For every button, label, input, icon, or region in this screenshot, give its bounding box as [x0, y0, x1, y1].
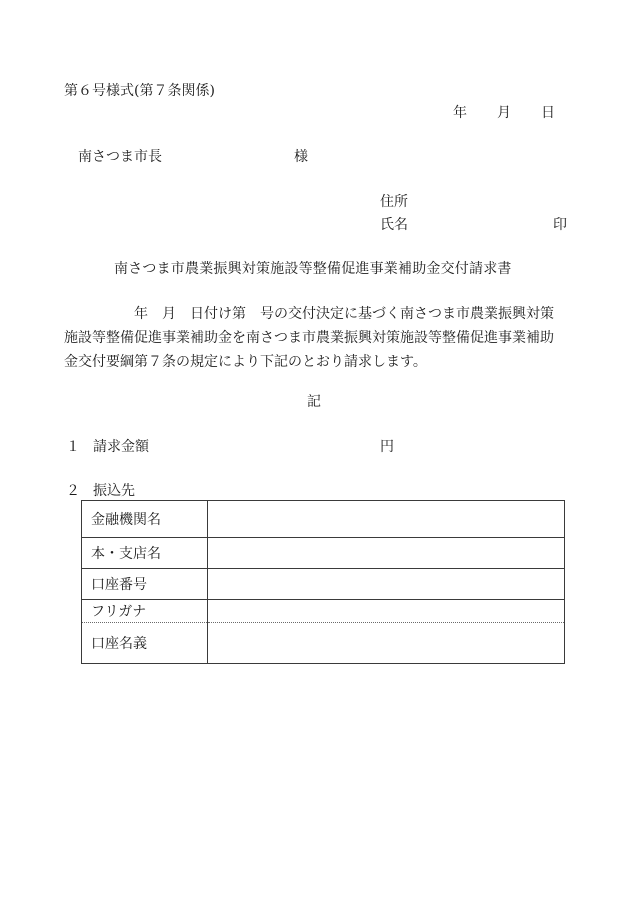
yen-unit-label: 円 [380, 439, 394, 455]
table-row [82, 600, 565, 623]
bank-name-field[interactable] [208, 501, 565, 538]
table-row [82, 623, 565, 664]
date-year-label: 年 [453, 105, 467, 121]
addressee-name: 南さつま市長 [78, 149, 162, 165]
date-day-label: 日 [541, 105, 555, 121]
account-number-label: 口座番号 [82, 569, 208, 600]
item-number: １ [66, 439, 80, 455]
branch-name-label: 本・支店名 [82, 538, 208, 569]
furigana-field[interactable] [208, 600, 565, 623]
body-line: 年 月 日付け第 号の交付決定に基づく南さつま市農業振興対策 [134, 306, 554, 322]
name-label: 氏名 [380, 217, 408, 233]
document-title: 南さつま市農業振興対策施設等整備促進事業補助金交付請求書 [114, 261, 512, 277]
furigana-label: フリガナ [82, 600, 208, 623]
account-number-field[interactable] [208, 569, 565, 600]
date-month-label: 月 [497, 105, 511, 121]
claim-amount-label: 請求金額 [93, 439, 149, 455]
table-row [82, 501, 565, 538]
seal-label: 印 [553, 217, 567, 233]
account-holder-label: 口座名義 [82, 623, 208, 664]
addressee-honorific: 様 [294, 149, 308, 165]
branch-name-field[interactable] [208, 538, 565, 569]
bank-account-table [81, 500, 565, 664]
bank-name-label: 金融機関名 [82, 501, 208, 538]
body-line: 施設等整備促進事業補助金を南さつま市農業振興対策施設等整備促進事業補助 [64, 330, 554, 346]
item-number: ２ [66, 483, 80, 499]
transfer-destination-label: 振込先 [93, 483, 135, 499]
account-holder-field[interactable] [208, 623, 565, 664]
form-number: 第６号様式(第７条関係) [64, 83, 215, 99]
table-row [82, 538, 565, 569]
table-row [82, 569, 565, 600]
body-paragraph [64, 302, 574, 374]
ki-heading: 記 [307, 394, 321, 410]
address-label: 住所 [380, 194, 408, 210]
body-line: 金交付要綱第７条の規定により下記のとおり請求します。 [64, 354, 427, 370]
